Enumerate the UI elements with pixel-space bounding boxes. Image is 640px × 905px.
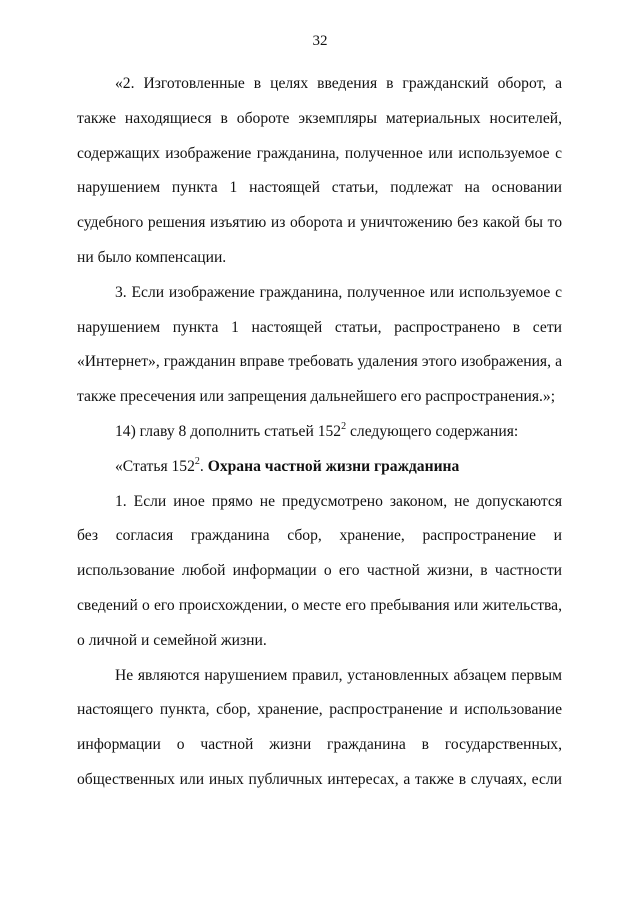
paragraph-item-2: «2. Изготовленные в целях введения в гражданский оборот, а также находящиеся в обороте экземпляры материальных носителей, содержащих изображение гражданина, полученное или используемое с нарушением пункта 1 настоящей статьи, подлежат на основании судебного решения изъятию из оборота и уничтожению без какой бы то ни было компенсации.: [77, 75, 562, 266]
article-heading-superscript: 2: [194, 455, 200, 467]
page-number: 32: [312, 33, 328, 49]
amendment-text-end: следующего содержания:: [346, 422, 519, 440]
article-label: «Статья 152: [115, 457, 195, 475]
paragraph-amendment-14: [77, 415, 562, 450]
article-heading-dot: .: [199, 457, 208, 475]
article-superscript: 2: [341, 420, 347, 432]
amendment-text-start: 14) главу 8 дополнить статьей 152: [115, 422, 342, 440]
paragraph-point-1: 1. Если иное прямо не предусмотрено законом, не допускаются без согласия гражданина сбор, хранение, распространение и использование любой информации о его частной жизни, в частности сведений о его происхождении, о месте его пребывания или жительства, о личной и семейной жизни.: [77, 492, 562, 649]
body-text: [77, 67, 562, 798]
paragraph-item-3: 3. Если изображение гражданина, полученное или используемое с нарушением пункта 1 настоящей статьи, распространено в сети «Интернет», гражданин вправе требовать удаления этого изображения, а также пресечения или запрещения дальнейшего его распространения.»;: [77, 283, 562, 406]
article-heading: [77, 450, 562, 485]
paragraph-exceptions: Не являются нарушением правил, установленных абзацем первым настоящего пункта, сбор, хранение, распространение и использование информации о частной жизни гражданина в государственных, общественных или иных публичных интересах, а также в случаях, если: [77, 666, 562, 788]
article-title: Охрана частной жизни гражданина: [207, 457, 460, 475]
